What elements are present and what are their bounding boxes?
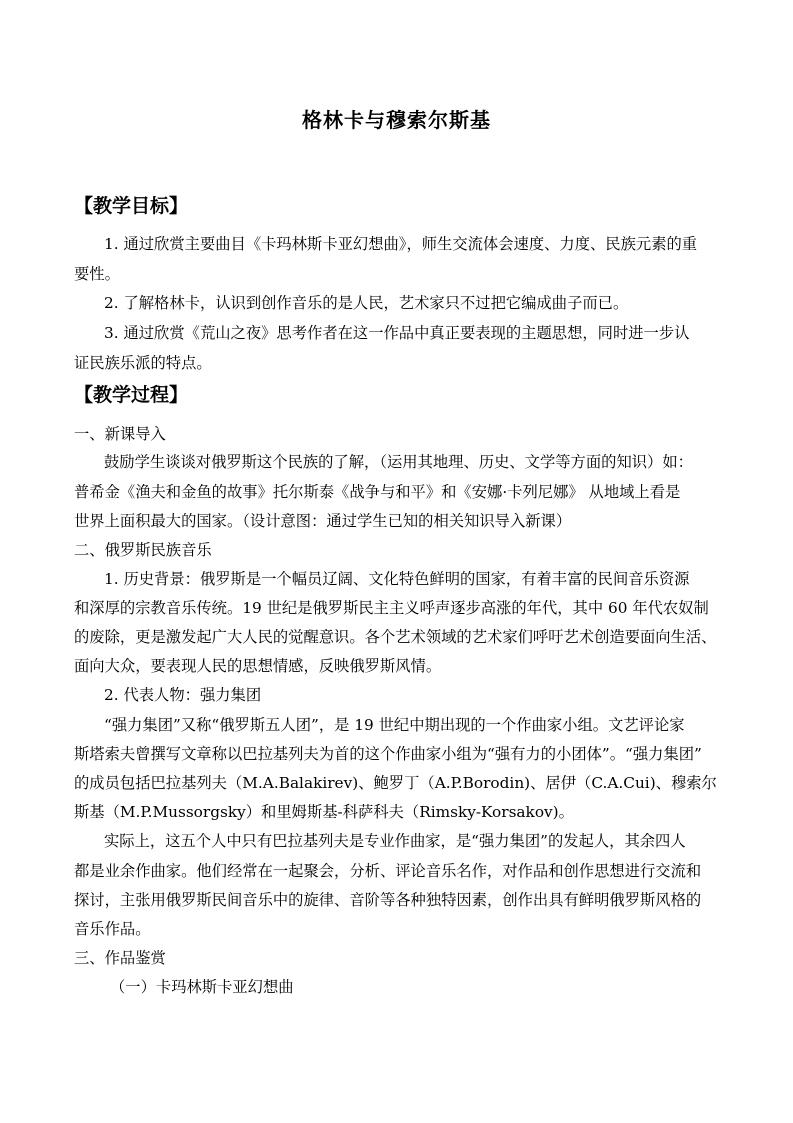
part2-line-1: 1. 历史背景：俄罗斯是一个幅员辽阔、文化特色鲜明的国家，有着丰富的民间音乐资源 <box>104 570 690 588</box>
part1-line-2: 普希金《渔夫和金鱼的故事》托尔斯泰《战争与和平》和《安娜·卡列尼娜》 从地域上看是 <box>74 483 681 501</box>
part2-line-10: 实际上，这五个人中只有巴拉基列夫是专业作曲家，是“强力集团”的发起人，其余四人 <box>104 832 686 850</box>
part1-line-1: 鼓励学生谈谈对俄罗斯这个民族的了解，（运用其地理、历史、文学等方面的知识）如： <box>104 453 693 471</box>
goal-line-3: 3. 通过欣赏《荒山之夜》思考作者在这一作品中真正要表现的主题思想，同时进一步认 <box>104 324 690 342</box>
heading-teaching-goals: 【教学目标】 <box>74 195 189 217</box>
part2-line-5: 2. 代表人物：强力集团 <box>104 686 262 704</box>
part2-line-8: 的成员包括巴拉基列夫（M.A.Balakirev)、鲍罗丁（A.P.Borodin)、居伊（C.A.Cui)、穆索尔 <box>74 774 717 792</box>
part3-subheading: （一）卡玛林斯卡亚幻想曲 <box>110 978 294 996</box>
goal-line-2: 2. 了解格林卡，认识到创作音乐的是人民，艺术家只不过把它编成曲子而已。 <box>104 294 629 312</box>
part1-line-3: 世界上面积最大的国家。（设计意图：通过学生已知的相关知识导入新课） <box>74 512 572 530</box>
part2-line-13: 音乐作品。 <box>74 920 151 938</box>
part3-heading: 三、作品鉴赏 <box>74 949 166 967</box>
goal-line-3-cont: 证民族乐派的特点。 <box>74 354 212 372</box>
part2-line-12: 探讨，主张用俄罗斯民间音乐中的旋律、音阶等各种独特因素，创作出具有鲜明俄罗斯风格的 <box>74 891 702 909</box>
part2-line-3: 的废除，更是激发起广大人民的觉醒意识。各个艺术领域的艺术家们呼吁艺术创造要面向生活、 <box>74 628 717 646</box>
heading-teaching-process: 【教学过程】 <box>74 384 189 406</box>
part2-line-11: 都是业余作曲家。他们经常在一起聚会，分析、评论音乐名作，对作品和创作思想进行交流和 <box>74 862 702 880</box>
goal-line-1: 1. 通过欣赏主要曲目《卡玛林斯卡亚幻想曲》，师生交流体会速度、力度、民族元素的重 <box>104 235 698 253</box>
part2-line-6: “强力集团”又称“俄罗斯五人团”，是 19 世纪中期出现的一个作曲家小组。文艺评论家 <box>104 716 685 734</box>
document-title: 格林卡与穆索尔斯基 <box>302 108 491 132</box>
part2-line-4: 面向大众，要表现人民的思想情感，反映俄罗斯风情。 <box>74 657 442 675</box>
goal-line-1-cont: 要性。 <box>74 265 120 283</box>
part2-line-7: 斯塔索夫曾撰写文章称以巴拉基列夫为首的这个作曲家小组为“强有力的小团体”。“强力集团” <box>74 745 702 763</box>
part2-line-2: 和深厚的宗教音乐传统。19 世纪是俄罗斯民主主义呼声逐步高涨的年代，其中 60 年代农奴制 <box>74 599 709 617</box>
part2-line-9: 斯基（M.P.Mussorgsky）和里姆斯基-科萨科夫（Rimsky-Korsakov)。 <box>74 803 574 821</box>
part1-heading: 一、新课导入 <box>74 425 166 443</box>
part2-heading: 二、俄罗斯民族音乐 <box>74 541 212 559</box>
